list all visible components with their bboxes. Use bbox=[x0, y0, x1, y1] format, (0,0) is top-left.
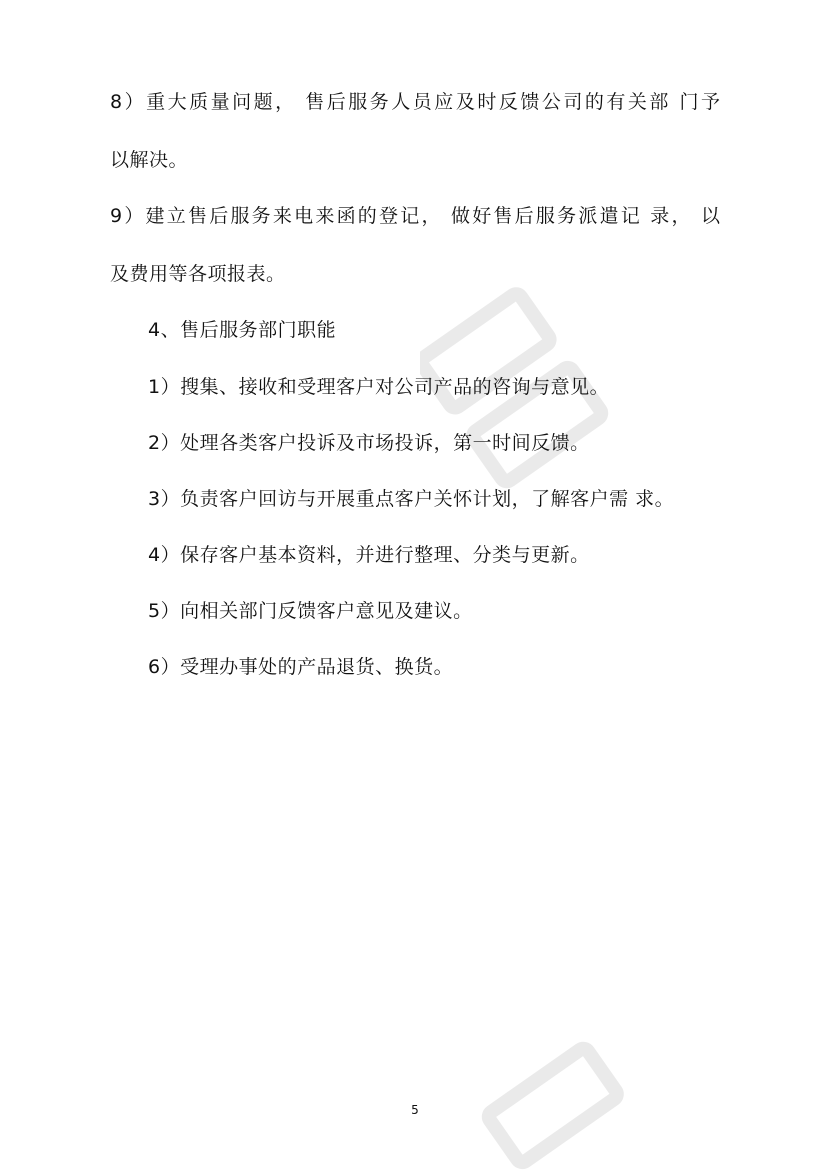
item-9-line-1: 9）建立售后服务来电来函的登记， 做好售后服务派遣记 录， 以 bbox=[110, 205, 720, 227]
page-number: 5 bbox=[411, 1103, 419, 1117]
item-8-line-1: 8）重大质量问题， 售后服务人员应及时反馈公司的有关部 门予 bbox=[110, 91, 720, 113]
function-item-2: 2）处理各类客户投诉及市场投诉，第一时间反馈。 bbox=[148, 432, 590, 454]
function-item-5: 5）向相关部门反馈客户意见及建议。 bbox=[148, 600, 473, 622]
function-item-6: 6）受理办事处的产品退货、换货。 bbox=[148, 656, 454, 678]
function-item-4: 4）保存客户基本资料，并进行整理、分类与更新。 bbox=[148, 544, 590, 566]
watermark-graphic-bottom bbox=[470, 1030, 670, 1173]
item-9-line-2: 及费用等各项报表。 bbox=[110, 263, 286, 285]
section-heading: 4、售后服务部门职能 bbox=[148, 319, 337, 341]
item-8-line-2: 以解决。 bbox=[110, 149, 189, 171]
function-item-3: 3）负责客户回访与开展重点客户关怀计划，了解客户需 求。 bbox=[148, 488, 675, 510]
function-item-1: 1）搜集、接收和受理客户对公司产品的咨询与意见。 bbox=[148, 376, 610, 398]
